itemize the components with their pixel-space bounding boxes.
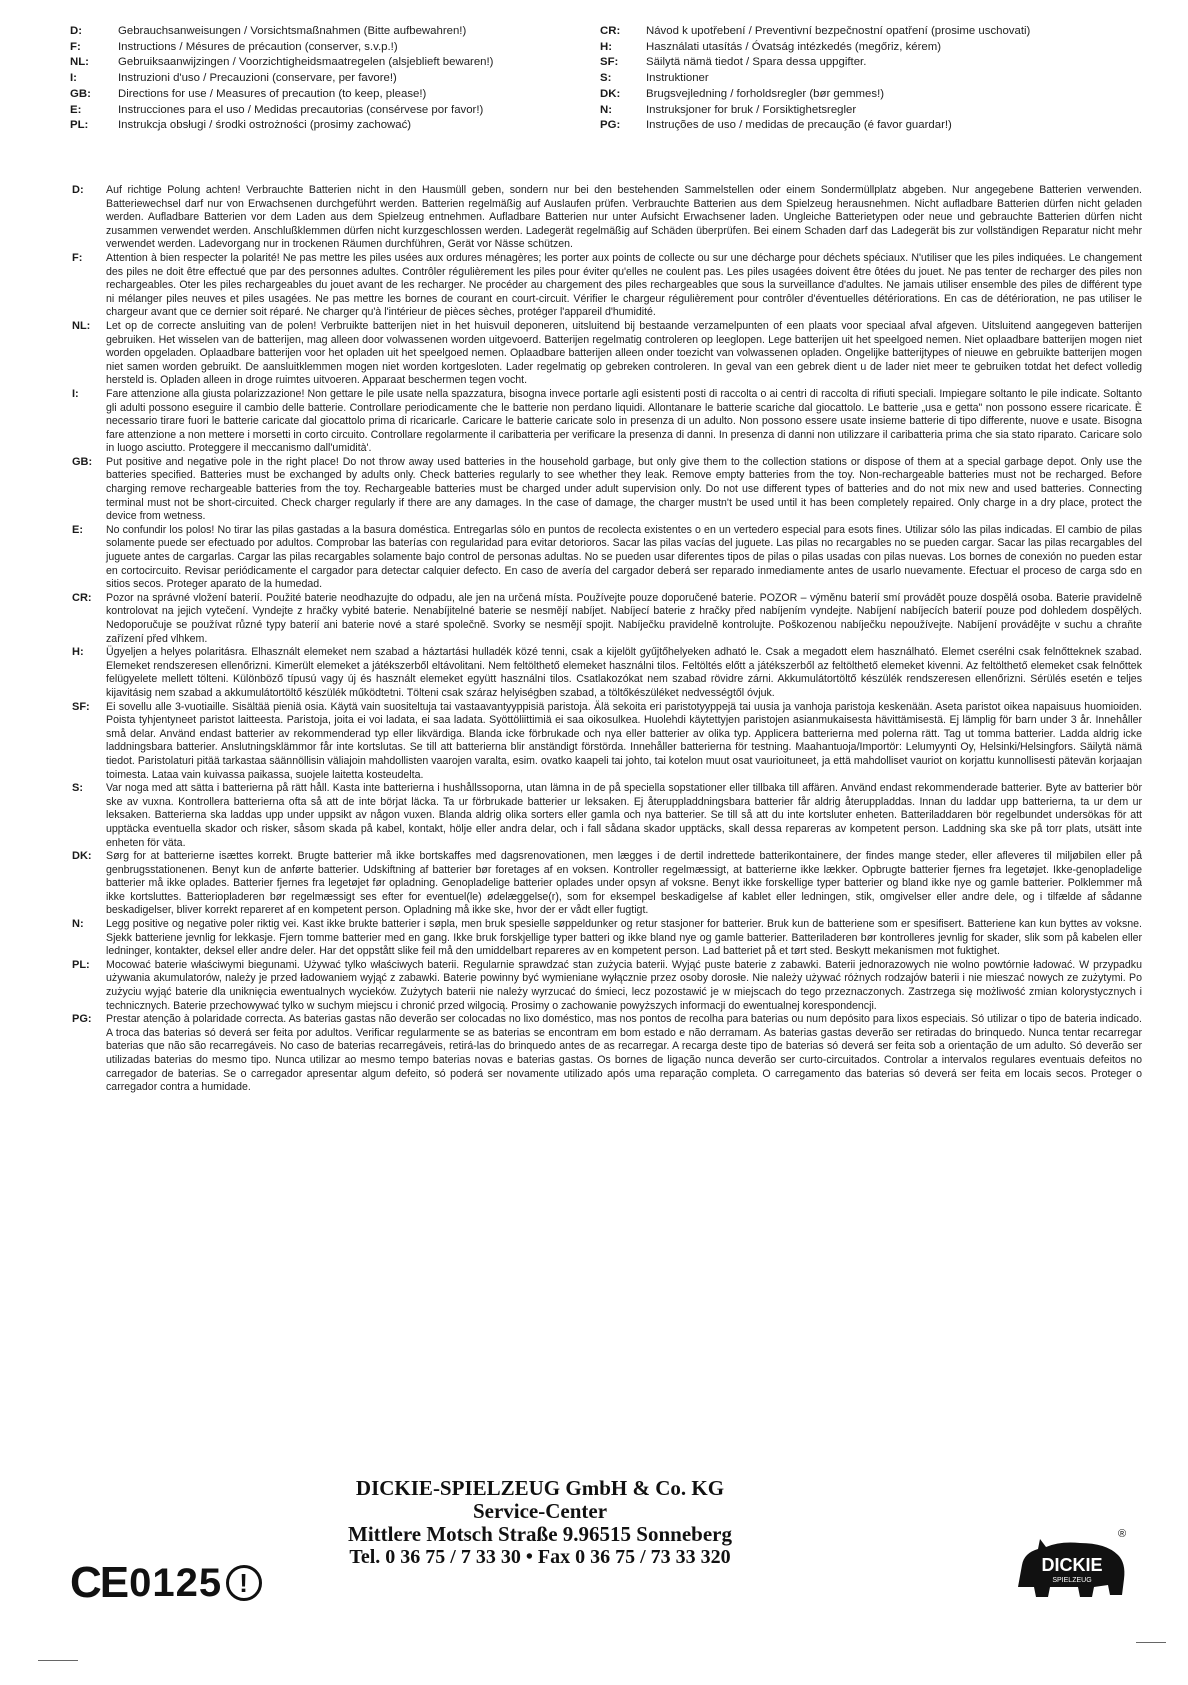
ce-marking	[70, 1558, 262, 1608]
language-section	[72, 320, 1142, 388]
language-header-title: Brugsvejledning / forholdsregler (bør gemmes!)	[646, 87, 885, 100]
language-section	[72, 592, 1142, 646]
language-code: S:	[600, 72, 612, 85]
section-language-code: N:	[72, 918, 84, 931]
language-code: H:	[600, 40, 613, 53]
language-code: I:	[70, 72, 77, 85]
logo-wordmark: DICKIE	[1041, 1555, 1103, 1575]
language-section	[72, 388, 1142, 456]
language-section	[72, 918, 1142, 959]
language-header-row	[70, 87, 600, 103]
language-header-row	[70, 71, 600, 87]
section-paragraph: Sørg for at batterierne isættes korrekt. Brugte batterier må ikke bortskaffes med dagsrenovationen, men lægges i de dertil indrettede batterikontainere, der findes mange steder, eller afleveres til miljøbilen eller på genbrugsstationenen. Benyt kun de anførte batterier. Udskiftning af batterier bør foretages af en voksen. Kontroller regelmæssigt, at batterierne ikke lækker. Opbrugte batterier fjernes fra legetøjet. Ikke-genopladelige batterier må ikke oplades. Batterier fjernes fra legetøjet før opladning. Genopladelige batterier oplades under opsyn af voksne. Benyt ikke forskellige typer batterier og bland ikke nye og gamle batterier. Polklemmer må ikke kortsluttes. Batteriopladeren bør regelmæssigt ses efter for eventuel(le) ødelæggelse(r), som for eksempel beskadigelse af kablet eller ledningen, stik, omgivelser eller andre dele, og i tilfælde af sådanne beskadigelser, bliver korrekt repareret af en kompetent person. Opladning må ikke ske, hvor der er vådt eller fugtigt.	[106, 850, 1142, 917]
bottom-right-rule	[1136, 1642, 1166, 1643]
language-header-title: Gebruiksaanwijzingen / Voorzichtigheidsmaatregelen (alsjeblieft bewaren!)	[118, 56, 494, 69]
language-header-title: Instruzioni d'uso / Precauzioni (conservare, per favore!)	[118, 72, 397, 85]
section-paragraph: No confundir los polos! No tirar las pilas gastadas a la basura doméstica. Entregarlas sólo en puntos de recolecta existentes o en un vertedero especial para esots fines. Utilizar sólo las pilas indicadas. El cambio de pilas solamente puede ser efectuado por adultos. Comprobar las baterías con regularidad para evitar detorioros. Sacar las pilas vacías del juguete. Las pilas no recargables no se pueden cargar. Sacar las pilas recargables del juguete antes de cargarlas. Cargar las pilas recargables solamente bajo control de personas adultas. No se pueden usar diferentes tipos de pilas o pilas usadas con pilas nuevas. Los bornes de conexión no pueden estar en cortocircuito. Revisar periódicamente el cargador para detectar calquier defecto. En caso de avería del cargador deberá ser reparado inmediamente antes de usarlo nuevamente. Efectuar el proceso de carga sdo en sitios secos. Proteger aparato de la humedad.	[106, 523, 1142, 591]
language-code: DK:	[600, 87, 621, 100]
language-header-row	[600, 118, 1140, 134]
language-code: F:	[70, 40, 81, 53]
section-paragraph: Mocować baterie właściwymi biegunami. Używać tylko właściwych baterii. Regularnie sprawdzać stan zużycia baterii. Wyjąć puste baterie z zabawki. Baterii jednorazowych nie wolno powtórnie ładować. W przypadku używania akumulatorów, należy je przed ładowaniem wyjąć z zabawki. Baterie powinny być wymieniane wyłącznie przez osoby dorosłe. Nie należy używać różnych rodzajów baterii i nie mieszać nowych ze zużytymi. Po zużyciu wyjąć baterie dla uniknięcia ewentualnych wycieków. Zużytych baterii nie należy wyrzucać do śmieci, lecz pozostawić je w miejscach do tego przeznaczonych. Zastrzega się możliwość zmian kolorystycznych i technicznych. Baterie przechowywać tylko w suchym miejscu i chronić przed wilgocią. Prosimy o zachowanie powyższych informacji do ewentualnej korespondencji.	[106, 958, 1142, 1012]
section-language-code: CR:	[72, 591, 92, 604]
language-code: SF:	[600, 56, 619, 69]
section-language-code: PL:	[72, 958, 90, 971]
language-header	[70, 24, 1150, 134]
section-language-code: DK:	[72, 850, 92, 863]
language-header-title: Használati utasítás / Óvatság intézkedés (megőriz, kérem)	[646, 40, 942, 53]
section-language-code: H:	[72, 646, 84, 659]
language-header-right	[600, 24, 1140, 134]
section-paragraph: Put positive and negative pole in the right place! Do not throw away used batteries in the household garbage, but only give them to the collection stations or dispose of them at a special garbage depot. Only use the batteries specified. Batteries must be exchanged by adults only. Check batteries regularly to see whether they leak. Remove empty batteries from the toy. Non-rechargeable batteries must not be recharged. Before charging remove rechargeable batteries from the toy. Rechargeable batteries must be charged under adult supervision only. Do not use different types of batteries and do not mix new and used batteries. Connecting terminal must not be short-circuited. Check charger regularly if there are any damages. In the case of damage, the charger mustn't be used until it has been completely repaired. Only charge in a dry place, protect the device from wetness.	[106, 455, 1142, 523]
language-header-title: Instruktioner	[646, 72, 709, 85]
section-paragraph: Var noga med att sätta i batterierna på rätt håll. Kasta inte batterierna i hushållssoporna, utan lämna in de på speciella sopstationer eller tillbaka till affären. Använd endast rekommenderade batterier. Byte av batterier bör ske av vuxna. Kontrollera batterierna ofta så att de inte börjat läcka. Ta ur förbrukade batterier ur leksaken. Ej återuppladdningsbara batterier får aldrig återuppladdas. Innan du laddar upp batterierna, ta ur dem ur leksaken. Batterierna ska laddas upp under uppsikt av någon vuxen. Blanda aldrig olika sorters eller gamla och nya batterier. Se till så att du inte kortsluter enheten. Batteriladdaren bör regelbundet undersökas för att upptäcka eventuella skador och risker, såsom skada på kabel, kontakt, hölje eller andra delar, och i fall sådana skador upptäcks, skall dessa repareras av kompetent person. Laddning ska ske på torr plats, utsätt inte enheten för väta.	[106, 782, 1142, 849]
section-language-code: S:	[72, 782, 83, 795]
section-paragraph: Auf richtige Polung achten! Verbrauchte Batterien nicht in den Hausmüll geben, sondern nur bei den bestehenden Sammelstellen oder einem Sondermüllplatz abgeben. Nur angegebene Batterien verwenden. Batteriewechsel darf nur von Erwachsenen durchgeführt werden. Batterien regelmäßig auf Auslaufen prüfen. Verbrauchte Batterien aus dem Spielzeug herausnehmen. Nicht aufladbare Batterien dürfen nicht geladen werden. Aufladbare Batterien vor dem Laden aus dem Spielzeug entnehmen. Aufladbare Batterien nur unter Aufsicht Erwachsener laden. Ungleiche Batterietypen oder neue und gebrauchte Batterien dürfen nicht zusammen verwendet werden. Anschlußklemmen dürfen nicht kurzgeschlossen werden. Ladegerät regelmäßig auf Schäden überprüfen. Bei einem Schaden darf das Ladegerät bis zur vollständigen Reparatur nicht mehr verwendet werden. Ladevorgang nur in trockenen Räumen durchführen, Gerät vor Nässe schützen.	[106, 184, 1142, 251]
language-code: E:	[70, 103, 82, 116]
section-language-code: SF:	[72, 700, 90, 713]
language-header-row	[600, 87, 1140, 103]
alert-circle-icon: !	[226, 1565, 262, 1601]
company-name: DICKIE-SPIELZEUG GmbH & Co. KG	[355, 1476, 725, 1500]
section-language-code: NL:	[72, 319, 91, 332]
section-language-code: F:	[72, 251, 83, 264]
logo-subtitle: SPIELZEUG	[1052, 1577, 1092, 1584]
language-header-row	[70, 24, 600, 40]
safety-text-body	[72, 184, 1142, 1095]
bottom-left-rule	[38, 1660, 78, 1661]
language-header-title: Instrucciones para el uso / Medidas precautorias (consérvese por favor!)	[118, 103, 484, 116]
language-code: D:	[70, 25, 83, 37]
language-code: PL:	[70, 119, 89, 132]
language-section	[72, 701, 1142, 783]
language-header-row	[600, 40, 1140, 56]
section-paragraph: Prestar atenção à polaridade correcta. As baterias gastas não deverão ser colocadas no lixo doméstico, mas nos pontos de recolha para baterias ou num depósito para lixos especiais. Só utilizar o tipo de bateria indicado. A troca das baterias só deverá ser feita por adultos. Verificar regularmente se as baterias se encontram em bom estado e não derramam. As baterias gastas deverão ser retiradas do brinquedo. Nunca tentar recarregar baterias que não são recarregáveis. No caso de baterias recarregáveis, retirá-las do brinquedo antes de as recarregar. A recarga deste tipo de baterias só deverá ser feita sob a orientação de um adulto. Só deverão ser utilizadas baterias do mesmo tipo. Nunca utilizar ao mesmo tempo baterias novas e baterias gastas. Os bornes de ligação nunca deverão ser curto-circuitados. Controlar a intervalos regulares eventuais defeitos no carregador de baterias. Se o carregador apresentar algum defeito, só poderá ser novamente utilizado após uma reparação completa. O carregamento das baterias só deverá ser feita em locais secos. Proteger o carregador contra a humidade.	[106, 1013, 1142, 1094]
language-code: N:	[600, 103, 613, 116]
registered-mark: ®	[1117, 1528, 1127, 1540]
language-section	[72, 184, 1142, 252]
notified-body-number: 0125	[129, 1560, 223, 1605]
language-section	[72, 782, 1142, 850]
section-language-code: GB:	[72, 455, 93, 468]
section-language-code: I:	[72, 387, 79, 400]
language-header-row	[600, 24, 1140, 40]
company-phone-fax: Tel. 0 36 75 / 7 33 30 • Fax 0 36 75 / 73 33 320	[349, 1546, 731, 1568]
language-section	[72, 646, 1142, 700]
language-code: CR:	[600, 25, 621, 37]
language-code: PG:	[600, 119, 621, 132]
section-paragraph: Pozor na správné vložení baterií. Použité baterie neodhazujte do odpadu, ale jen na určená místa. Používejte pouze doporučené baterie. POZOR – výměnu baterií smí provádět pouze dospělá osoba. Baterie pravidelně kontrolovat na jejich vytečení. Vyndejte z hračky vybité baterie. Nenabíjitelné baterie se nesmějí nabíjet. Nabíjecí baterie z hračky před nabíjením vyndejte. Nabíjení nabíjecích baterií pouze pod dohledem dospělých. Nedoporučuje se používat různé typy baterií ani baterie nové a staré společně. Svorky se nesmějí spojit. Nabíječku pravidelně kontrolujte. Poškozenou nabíječku nepoužívejte. Nabíjení provádějte v suchu a chraňte zařízení před vlhkem.	[106, 591, 1142, 645]
ce-mark-icon: CE	[70, 1558, 128, 1607]
section-paragraph: Ei sovellu alle 3-vuotiaille. Sisältää pieniä osia. Käytä vain suositeltuja tai vastaavantyyppisiä paristoja. Älä sekoita eri paristotyyppejä tai uusia ja vanhoja paristoja keskenään. Aseta paristot oikea napaisuus huomioiden. Poista tyhjentyneet paristot laitteesta. Paristoja, joita ei voi ladata, ei saa ladata. Syöttöliittimiä ei saa oikosulkea. Huolehdi käytettyjen paristojen asianmukaisesta hävittämisestä. Ej lämplig för barn under 3 år. Innehåller små delar. Använd endast batterier av rekommenderad typ eller likvärdiga. Blanda icke förbrukade och nya eller batterier av olika typ. Applicera batterierna med polerna rätt. Tag ut tomma batterier. Ladda aldrig icke laddningsbara batterier. Anslutningsklämmor får inte kortslutas. Se till att batterierna blir anständigt förstörda. Innehåller batterierna för testning. Maahantuoja/Importör: Lelumyynti Oy, Helsinki/Helsingfors. Säilytä nämä tiedot. Paristolaturi pitää tarkastaa säännöllisin väliajoin mahdollisten vaarojen varalta, esim. ovatko kaapeli tai johto, tai kotelon muut osat vaurioituneet, ja että mahdolliset vauriot on korjattu kunnollisesti pätevän korjaajan toimesta. Lataa vain kuivassa paikassa, suojele laitetta kosteudelta.	[106, 700, 1142, 781]
section-paragraph: Attention à bien respecter la polarité! Ne pas mettre les piles usées aux ordures ménagères; les porter aux points de collecte ou sur une décharge pour déchets spéciaux. N'utiliser que les piles indiquées. Le changement des piles ne doit être effectué que par des personnes adultes. Contrôler régulièrement les piles pour éviter qu'elles ne coulent pas. Les piles usagées doivent être ôtées du jouet. Ne pas tenter de recharger des piles non rechargeables. Oter les piles rechargeables du jouet avant de les recharger. Ne procéder au chargement des piles rechargeables que sous la surveillance d'adultes. Ne jamais utiliser ensemble des piles de différent type ni mélanger piles neuves et piles usagées. Ne pas mettre les bornes de courant en court-circuit. Vérifier le chargeur régulièrement pour contrôler d'éventuelles détériorations. En cas de détérioration, ne pas utiliser le chargeur avant que ce dernier soit réparé. Ne charger qu'à l'intérieur de pièces sèches, protéger l'appareil d'humidité.	[106, 251, 1142, 319]
company-address: Mittlere Motsch Straße 9.96515 Sonneberg	[348, 1522, 732, 1546]
language-header-title: Säilytä nämä tiedot / Spara dessa uppgifter.	[646, 56, 867, 69]
section-language-code: PG:	[72, 1013, 92, 1026]
section-language-code: E:	[72, 523, 83, 536]
language-section	[72, 524, 1142, 592]
language-section	[72, 850, 1142, 918]
language-header-title: Instructions / Mésures de précaution (conserver, s.v.p.!)	[118, 40, 398, 53]
company-address-block	[300, 1477, 780, 1568]
language-header-row	[600, 55, 1140, 71]
language-header-row	[70, 40, 600, 56]
section-language-code: D:	[72, 184, 84, 196]
language-header-row	[600, 71, 1140, 87]
section-paragraph: Let op de correcte ansluiting van de polen! Verbruikte batterijen niet in het huisvuil deponeren, uitsluitend bij bestaande verzamelpunten of een plaats voor speciaal afval afgeven. Uitsluitend aangegeven batterijen gebruiken. Het wisselen van de batterijen, mag alleen door volwassenen worden uitgevoerd. Batterijen regelmatig controleren op leeglopen. Lege batterijen uit het speelgoed nemen. Niet oplaadbare batterijen mogen niet worden opgeladen. Oplaadbare batterijen voor het opladen uit het speelgoed nemen. Oplaadbare batterijen alleen onder toezicht van volwassenen opladen. Ongelijke batterijtypes of nieuwe en gebruikte batterijen mogen niet samen worden gebruikt. De aansluitklemmen mogen niet worden kortgesloten. Lader regelmatig op gebreken controleren. In geval van een gebrek dient u de lader niet meer te gebruiken totdat het defect volledig hersteld is. Opladen alleen in droge ruimtes uitvoeren. Apparaat beschermen tegen vocht.	[106, 319, 1142, 387]
section-paragraph: Fare attenzione alla giusta polarizzazione! Non gettare le pile usate nella spazzatura, bisogna invece portarle agli esistenti posti di raccolta o ai centri di raccolta di rifiuti speciali. Impiegare soltanto le pile indicate. Soltanto gli adulti possono eseguire il cambio delle batterie. Controllare periodicamente che le batterie non perdano liquidi. Allontanare le batterie scariche dal giocattolo. Le batterie „usa e getta" non possono essere ricaricate. È necessario tirare fuori le batterie caricate dal giocattolo prima di ricaricarle. Caricare le batterie caricate solo in presenza di un adulto. Non possono essere usate insieme batterie di tipo differente, nuove e usate. Bisogna fare attenzione a non mettere i morsetti in corto circuito. Controllare regolarmente il caribatteria per verificare la presenza di danni. In presenza di danni non utilizzare il caribatteria prima che sia stato riparato. Caricare solo in luogo asciutto. Proteggere il meccanismo dall'umidità'.	[106, 387, 1142, 455]
language-section	[72, 252, 1142, 320]
language-code: GB:	[70, 87, 91, 100]
language-section	[72, 456, 1142, 524]
language-header-title: Instrukcja obsługi / środki ostrożności (prosimy zachować)	[118, 119, 412, 132]
dickie-logo-icon	[1010, 1525, 1130, 1605]
language-section	[72, 959, 1142, 1013]
language-code: NL:	[70, 56, 89, 69]
language-header-row	[70, 118, 600, 134]
language-header-title: Gebrauchsanweisungen / Vorsichtsmaßnahmen (Bitte aufbewahren!)	[118, 25, 467, 37]
service-center: Service-Center	[472, 1499, 608, 1523]
language-section	[72, 1013, 1142, 1095]
section-paragraph: Legg positive og negative poler riktig vei. Kast ikke brukte batterier i søpla, men bruk spesielle søppeldunker og retur stasjoner for batterier. Bruk kun de batteriene som er spesifisert. Batteriene kan kun byttes av voksne. Sjekk batteriene jevnlig for lekkasje. Fjern tomme batterier med en gang. Ikke bruk forskjellige typer batteri og ikke bland nye og gamle batterier. Batteriladeren bør kontrolleres jevnlig for skader, slik som på kabelen eller ledninger, kontakter, deksel eller andre deler. Har det oppstått slike feil må den umiddelbart repareres av en kompetent person. Lad batteriet på et tørt sted. Beskytt mekanismen mot fuktighet.	[106, 918, 1142, 958]
language-header-row	[600, 103, 1140, 119]
language-header-row	[70, 55, 600, 71]
language-header-left	[70, 24, 600, 134]
language-header-title: Instruksjoner for bruk / Forsiktighetsregler	[646, 103, 857, 116]
language-header-row	[70, 103, 600, 119]
language-header-title: Instruções de uso / medidas de precaução (é favor guardar!)	[646, 119, 952, 132]
language-header-title: Návod k upotřebení / Preventivní bezpečnostní opatření (prosime uschovati)	[646, 25, 1031, 37]
language-header-title: Directions for use / Measures of precaution (to keep, please!)	[118, 87, 427, 100]
section-paragraph: Ügyeljen a helyes polaritásra. Elhasznált elemeket nem szabad a háztartási hulladék közé tenni, csak a kijelölt gyűjtőhelyeken adható le. Csak a megadott elem használható. Elemet cserélni csak felnőtteknek szabad. Elemeket rendszeresen ellenőrizni. Kimerült elemeket a játékszerből eltávolitani. Nem feltölthető elemeket használni tilos. Feltöltés előtt a játékszerből az feltölthető elemeket kivenni. Az feltölthető elemeket csak felnőttek felügyelete mellett tölteni. Különböző típusú vagy új és használt elemeket együtt használni tilos. Csatlakozókat nem szabad rövidre zárni. Akkumulátortöltő készülék rendszeresen ellenőrizni. Sérülés esetén e teljes kijavitásig nem szabad a akkumulátortöltő készülék működtetni. Tölteni csak száraz helyiségben szabad, a töltőkészüléket nedvességtől óvjuk.	[106, 646, 1142, 699]
